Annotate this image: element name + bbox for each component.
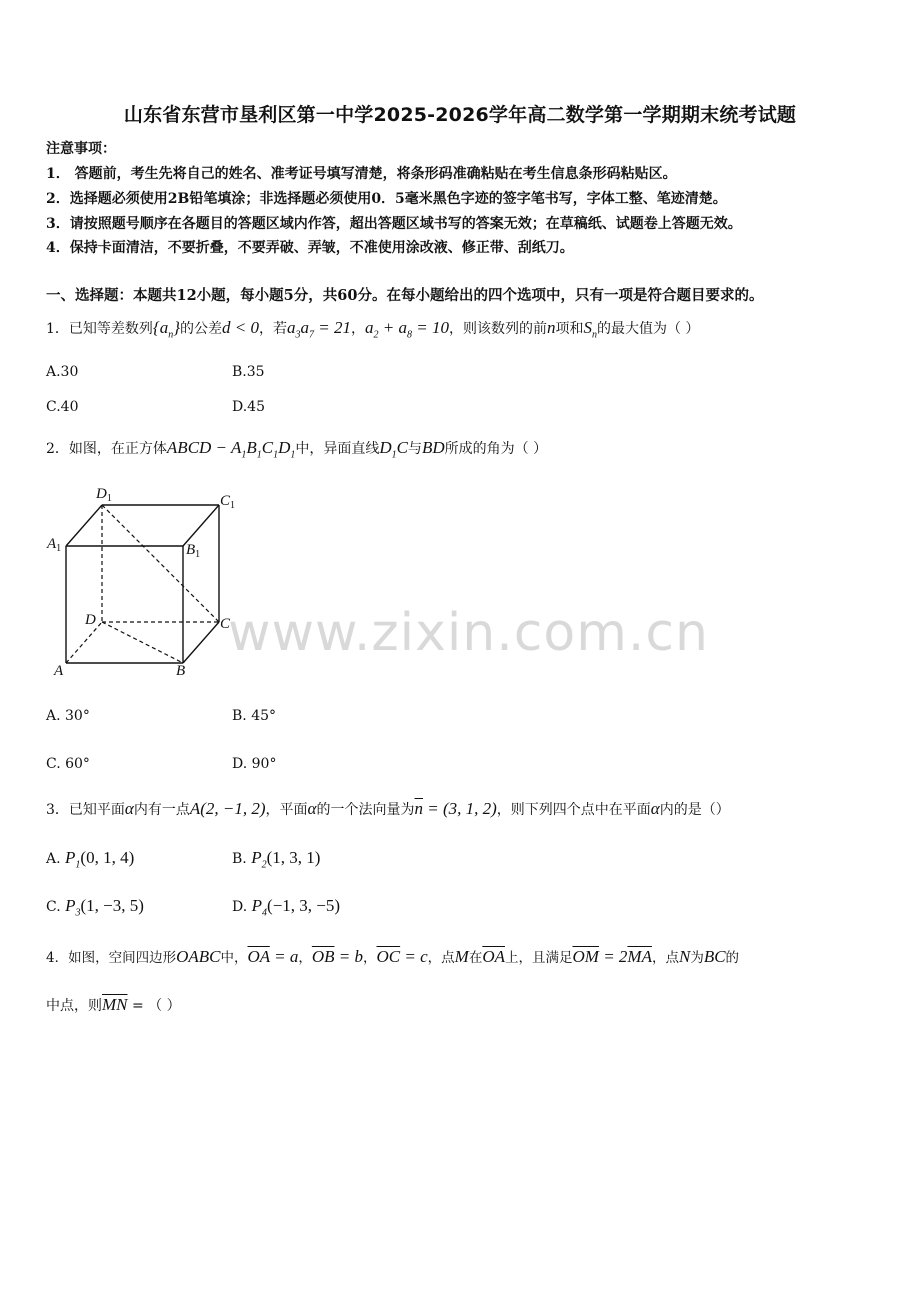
q4-text: 上，且满足: [504, 950, 573, 966]
notice-item-4: 4．保持卡面清洁，不要折叠，不要弄破、弄皱，不准使用涂改液、修正带、刮纸刀。: [46, 240, 574, 256]
question-1: [46, 318, 699, 340]
q4-text: 在: [468, 950, 483, 966]
q1-text: ，若: [259, 321, 288, 337]
label-b1: $B_1$: [186, 542, 201, 560]
q4-text: 中，: [220, 950, 248, 966]
q4-segment-bc: BC: [703, 947, 726, 966]
q1-option-a[interactable]: A.30: [46, 364, 79, 380]
label-d1: $D_1$: [96, 486, 112, 504]
q3-option-b[interactable]: B. $P_2(1$, 3, 1): [232, 848, 321, 871]
q2-text: 2．如图，在正方体: [46, 441, 167, 457]
q4-text: 为: [690, 950, 704, 966]
q1-text: 的公差: [180, 321, 223, 337]
q4-vector-ob: $\overline{OB} = b$: [311, 947, 363, 966]
q1-sequence: $\{a_n\}$: [152, 318, 181, 341]
notice-item-2: 2．选择题必须使用2B铅笔填涂；非选择题必须使用0．5毫米黑色字迹的签字笔书写，字体工整、笔迹清楚。: [46, 191, 727, 207]
q4-text: 4．如图，空间四边形: [46, 950, 177, 966]
q3-text: 内有一点: [133, 802, 190, 818]
q4-vector-oc: $\overline{OC} = c$: [376, 947, 428, 966]
diagonal-bd: [102, 622, 183, 663]
q2-option-d[interactable]: D. 90°: [232, 756, 277, 772]
q2-cube: ABCD − $A_1B_1C_1D_1$: [166, 438, 296, 461]
q3-option-c[interactable]: C. $P_3(1$, −3, 5): [46, 896, 144, 919]
q2-text: 所成的角为（ ）: [444, 441, 548, 457]
q4-text: ，点: [651, 950, 679, 966]
q2-option-b[interactable]: B. 45°: [232, 708, 277, 724]
q3-point-a: A(2, −1, 2): [189, 799, 266, 818]
watermark: www.zixin.com.cn: [228, 603, 709, 663]
q4-oabc: OABC: [176, 947, 221, 966]
q3-text: ，则下列四个点中在平面: [496, 802, 651, 818]
q4-text: 的: [725, 950, 740, 966]
q1-formula: n: [546, 318, 556, 337]
q1-formula: $a_3a_7 = 21$: [287, 318, 352, 341]
q2-option-a[interactable]: A. 30°: [46, 708, 90, 724]
question-4-line-1: [46, 946, 739, 967]
label-c1: $C_1$: [220, 493, 236, 511]
q4-text: ，点: [427, 950, 455, 966]
label-a1: $A_1$: [47, 536, 62, 554]
question-3: [46, 799, 730, 819]
q4-equation: $\overline{OM} = 2\overline{MA}$: [572, 947, 652, 966]
question-4-line-2: [46, 995, 181, 1015]
q1-text: 的最大值为（ ）: [596, 321, 700, 337]
page-title: 山东省东营市垦利区第一中学2025-2026学年高二数学第一学期期末统考试题: [123, 104, 797, 126]
q1-text: 1．已知等差数列: [46, 321, 153, 337]
q4-text: ，: [298, 950, 312, 966]
diagonal-d1c: [102, 505, 219, 622]
q1-text: ，则该数列的前: [448, 321, 547, 337]
q3-option-a[interactable]: A. $P_1(0$, 1, 4): [46, 848, 135, 871]
question-2: [46, 438, 547, 460]
notice-item-1: 1． 答题前，考生先将自己的姓名、准考证号填写清楚，将条形码准确粘贴在考生信息条形码粘贴区。: [46, 166, 677, 182]
q3-text: ，平面: [265, 802, 308, 818]
q3-text: 3．已知平面: [46, 802, 125, 818]
section-heading: 一、选择题：本题共12小题，每小题5分，共60分。在每小题给出的四个选项中，只有一项是符合题目要求的。: [46, 287, 764, 304]
q1-option-b[interactable]: B.35: [232, 364, 265, 380]
cube-figure: [44, 478, 244, 678]
q3-text: 的一个法向量为: [316, 802, 415, 818]
q4-text: ，: [362, 950, 377, 966]
label-d: D: [85, 612, 96, 628]
label-c: C: [220, 616, 231, 632]
q2-line-d1c: $D_1C$: [379, 438, 408, 461]
q1-formula: $S_n$: [583, 318, 597, 341]
q3-alpha: α: [650, 799, 660, 818]
q3-alpha: α: [124, 799, 134, 818]
q3-text: 内的是（）: [659, 802, 730, 818]
q4-vector-oa2: $\overline{OA}$: [482, 947, 505, 966]
q1-formula: $a_2 + a_8 = 10$: [365, 318, 449, 341]
label-b: B: [176, 663, 186, 678]
q3-option-d[interactable]: D. $P_4(-1$, 3, −5): [232, 896, 341, 919]
q4-point-m: M: [454, 947, 469, 966]
q4-text: = （ ）: [127, 998, 181, 1014]
q4-vector-oa: $\overline{OA} = a$: [247, 947, 299, 966]
q4-text: 中点，则: [46, 998, 102, 1014]
edge-b1c1: [183, 505, 219, 546]
edge-bc: [183, 622, 219, 663]
q1-text: 项和: [555, 321, 584, 337]
q2-text: 与: [408, 441, 422, 457]
q2-line-bd: BD: [422, 438, 445, 457]
edge-ad-hidden: [66, 622, 102, 663]
q4-point-n: N: [678, 947, 691, 966]
notice-heading: 注意事项：: [46, 141, 116, 157]
q1-option-d[interactable]: D.45: [232, 399, 265, 415]
label-a: A: [54, 663, 64, 678]
q2-option-c[interactable]: C. 60°: [46, 756, 90, 772]
q3-alpha: α: [307, 799, 317, 818]
q2-text: 中，异面直线: [295, 441, 380, 457]
q1-option-c[interactable]: C.40: [46, 399, 79, 415]
notice-item-3: 3．请按照题号顺序在各题目的答题区域内作答，超出答题区域书写的答案无效；在草稿纸、试题卷上答题无效。: [46, 216, 742, 232]
q3-normal-vector: $\overline{n} = (3$, 1, 2): [414, 799, 497, 818]
q1-text: ，: [351, 321, 366, 337]
edge-a1d1: [66, 505, 102, 546]
q4-vector-mn: $\overline{MN}$: [102, 995, 128, 1014]
q1-formula: d < 0: [222, 318, 260, 337]
